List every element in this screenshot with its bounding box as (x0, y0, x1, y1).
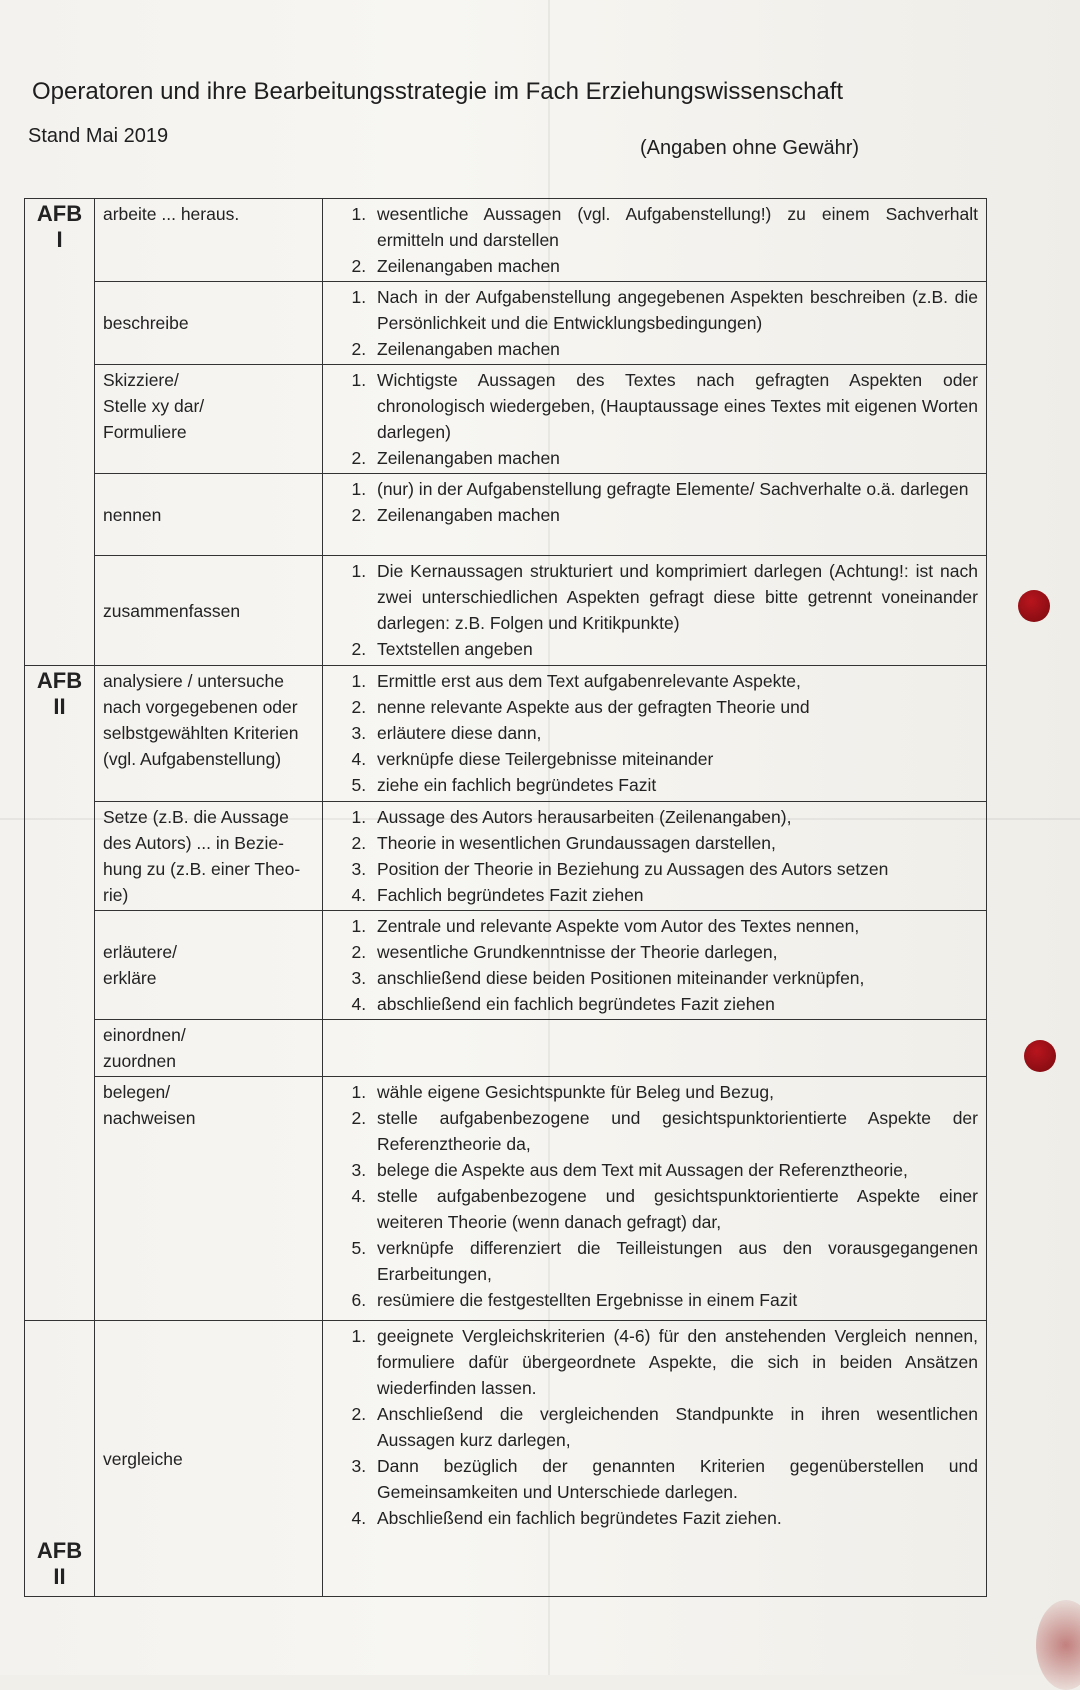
steps-cell: 1. wesentliche Aussagen (vgl. Aufgabenstellung!) zu einem Sachverhalt ermitteln und darstellen 2. Zeilenangaben machen (323, 199, 987, 282)
operator-cell: analysiere / untersuche nach vorgegebenen oder selbstgewählten Kriterien (vgl. Aufgabenstellung) (95, 666, 323, 802)
steps-cell: 1. wähle eigene Gesichtspunkte für Beleg und Bezug, 2. stelle aufgabenbezogene und gesichtspunktorientierte Aspekte der Referenztheorie da, 3. belege die Aspekte aus dem Text mit Aussagen der Referenztheorie, 4. stelle aufgabenbezogene und gesichtspunktorientierte Aspekte einer weiteren Theorie (wenn danach gefragt) dar, 5. verknüpfe differenziert die Teilleistungen aus den vorausgegangenen Erarbeitungen, 6. resümiere die festgestellten Ergebnisse in einem Fazit (323, 1077, 987, 1321)
table-row (25, 556, 987, 666)
disclaimer-note: (Angaben ohne Gewähr) (640, 137, 860, 159)
table-row (25, 199, 987, 282)
table-row (25, 1321, 987, 1597)
operator-cell: Setze (z.B. die Aussage des Autors) ... in Bezie- hung zu (z.B. einer Theo- rie) (95, 802, 323, 911)
table-row (25, 911, 987, 1020)
operator-cell: nennen (95, 474, 323, 556)
steps-cell: 1. Zentrale und relevante Aspekte vom Autor des Textes nennen, 2. wesentliche Grundkenntnisse der Theorie darlegen, 3. anschließend diese beiden Positionen miteinander verknüpfen, 4. abschließend ein fachlich begründetes Fazit ziehen (323, 911, 987, 1020)
red-ink-spot (1018, 590, 1050, 622)
table-row (25, 666, 987, 802)
document-date: Stand Mai 2019 (28, 125, 169, 147)
table-row (25, 365, 987, 474)
afb-level-label: AFB II (25, 1321, 95, 1597)
steps-cell: 1. Ermittle erst aus dem Text aufgabenrelevante Aspekte, 2. nenne relevante Aspekte aus der gefragten Theorie und 3. erläutere diese dann, 4. verknüpfe diese Teilergebnisse miteinander 5. ziehe ein fachlich begründetes Fazit (323, 666, 987, 802)
table-row (25, 282, 987, 365)
steps-cell-empty (323, 1020, 987, 1077)
operator-cell: einordnen/ zuordnen (95, 1020, 323, 1077)
steps-cell: 1. Nach in der Aufgabenstellung angegebenen Aspekten beschreiben (z.B. die Persönlichkeit und die Entwicklungsbedingungen) 2. Zeilenangaben machen (323, 282, 987, 365)
afb-level-label: AFB II (25, 666, 95, 1321)
steps-cell: 1. Aussage des Autors herausarbeiten (Zeilenangaben), 2. Theorie in wesentlichen Grundaussagen darstellen, 3. Position der Theorie in Beziehung zu Aussagen des Autors setzen 4. Fachlich begründetes Fazit ziehen (323, 802, 987, 911)
operator-cell: beschreibe (95, 282, 323, 365)
operator-cell: Skizziere/ Stelle xy dar/ Formuliere (95, 365, 323, 474)
operator-cell: belegen/ nachweisen (95, 1077, 323, 1321)
afb-level-label: AFB I (25, 199, 95, 666)
steps-cell: 1. (nur) in der Aufgabenstellung gefragte Elemente/ Sachverhalte o.ä. darlegen 2. Zeilenangaben machen (323, 474, 987, 556)
red-stain (1036, 1600, 1080, 1690)
steps-cell: 1. geeignete Vergleichskriterien (4-6) für den anstehenden Vergleich nennen, formuliere dafür übergeordnete Aspekte, die sich in beiden Ansätzen wiederfinden lassen. 2. Anschließend die vergleichenden Standpunkte in ihren wesentlichen Aussagen kurz darlegen, 3. Dann bezüglich der genannten Kriterien gegenüberstellen und Gemeinsamkeiten und Unterschiede darlegen. 4. Abschließend ein fachlich begründetes Fazit ziehen. (323, 1321, 987, 1597)
operators-table (24, 198, 987, 1597)
red-ink-spot (1024, 1040, 1056, 1072)
table-row (25, 802, 987, 911)
table-row (25, 1020, 987, 1077)
table-row (25, 474, 987, 556)
operator-cell: vergleiche (95, 1321, 323, 1597)
operator-cell: zusammenfassen (95, 556, 323, 666)
table-row (25, 1077, 987, 1321)
steps-cell: 1. Die Kernaussagen strukturiert und komprimiert darlegen (Achtung!: ist nach zwei unterschiedlichen Aspekten gefragt diese bitte getrennt voneinander darlegen: z.B. Folgen und Kritikpunkte) 2. Textstellen angeben (323, 556, 987, 666)
document-title: Operatoren und ihre Bearbeitungsstrategie im Fach Erziehungswissenschaft (32, 78, 844, 105)
steps-cell: 1. Wichtigste Aussagen des Textes nach gefragten Aspekten oder chronologisch wiedergeben, (Hauptaussage eines Textes mit eigenen Worten darlegen) 2. Zeilenangaben machen (323, 365, 987, 474)
operator-cell: arbeite ... heraus. (95, 199, 323, 282)
operator-cell: erläutere/ erkläre (95, 911, 323, 1020)
